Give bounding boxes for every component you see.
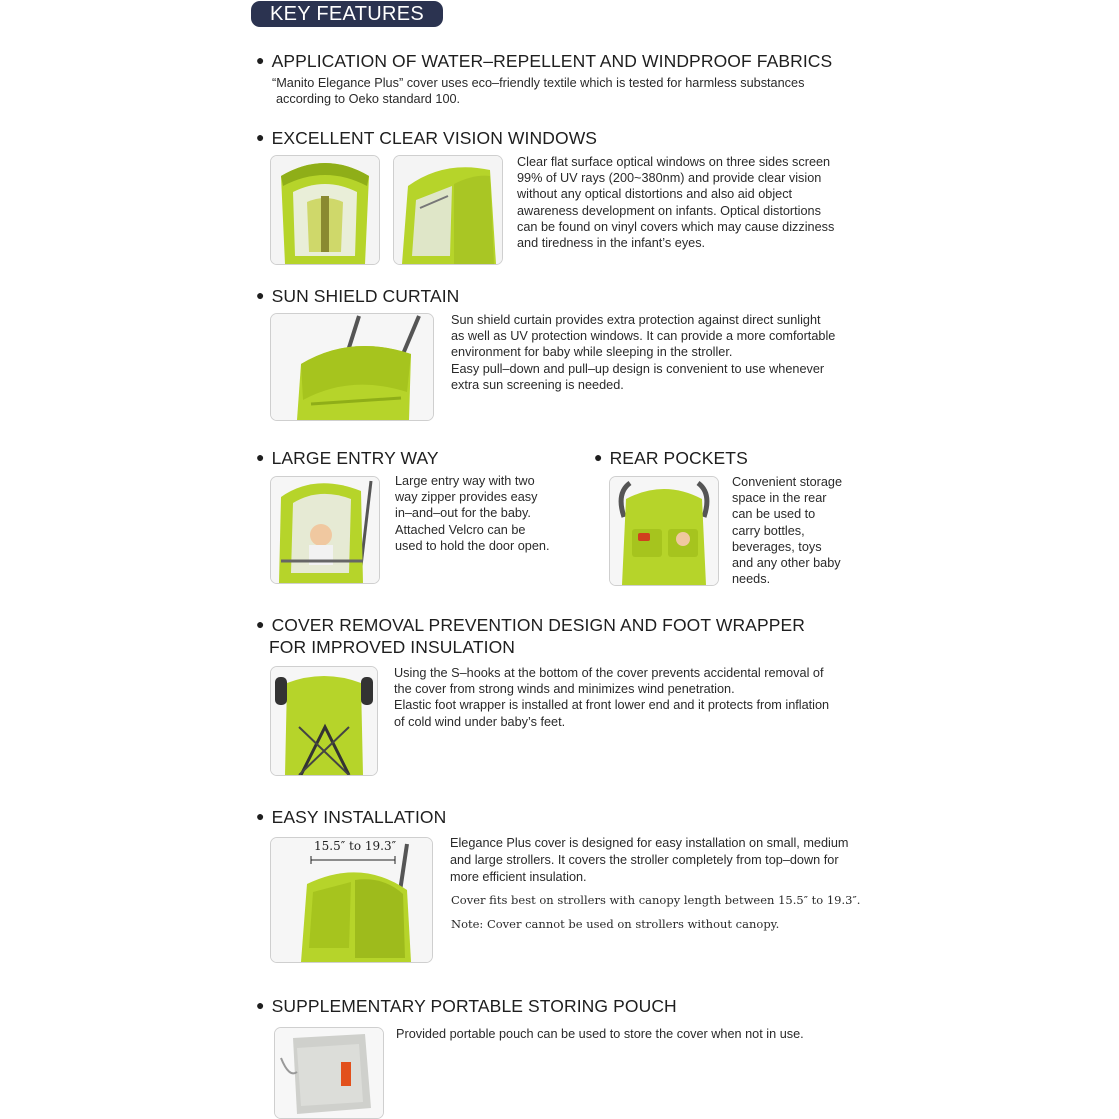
install-line-3: more efficient insulation. (450, 869, 587, 884)
pockets-line-1: Convenient storage (732, 475, 843, 489)
pouch-line: Provided portable pouch can be used to store the cover when not in use. (396, 1027, 804, 1041)
section-pockets-title: REAR POCKETS (609, 448, 748, 468)
section-entry-title: LARGE ENTRY WAY (271, 448, 439, 468)
entry-line-2: way zipper provides easy (395, 490, 538, 505)
pockets-line-7: needs. (732, 572, 771, 587)
sunshield-line-3: environment for baby while sleeping in the stroller. (451, 345, 733, 360)
entry-line-5: used to hold the door open. (395, 538, 550, 553)
section-pouch-text (396, 1026, 804, 1042)
fabrics-line-1: “Manito Elegance Plus” cover uses eco–friendly textile which is tested for harmless substances (272, 76, 805, 90)
section-install-heading (256, 807, 446, 828)
entry-line-1: Large entry way with two (395, 474, 535, 488)
windows-line-1: Clear flat surface optical windows on three sides screen (517, 155, 831, 169)
removal-line-1: Using the S–hooks at the bottom of the cover prevents accidental removal of (394, 666, 824, 680)
section-install-text (450, 835, 848, 885)
pockets-line-3: can be used to (732, 507, 816, 522)
windows-side-photo (393, 155, 503, 265)
sunshield-photo (270, 313, 434, 421)
removal-line-3: Elastic foot wrapper is installed at front lower end and it protects from inflation (394, 698, 830, 713)
bullet-dot-icon: ● (256, 52, 265, 68)
section-fabrics-title: APPLICATION OF WATER–REPELLENT AND WINDPROOF FABRICS (271, 51, 833, 71)
windows-line-3: without any optical distortions and also aid object (517, 187, 793, 202)
bullet-dot-icon: ● (256, 997, 265, 1013)
pouch-photo (274, 1027, 384, 1119)
fabrics-line-2: according to Oeko standard 100. (276, 92, 461, 107)
section-install-title: EASY INSTALLATION (271, 807, 447, 827)
install-measure-label (314, 839, 396, 853)
section-pockets-heading (594, 448, 748, 469)
section-windows-title: EXCELLENT CLEAR VISION WINDOWS (271, 128, 598, 148)
section-pockets-text (732, 474, 842, 587)
sunshield-line-1: Sun shield curtain provides extra protection against direct sunlight (451, 313, 821, 327)
section-windows-heading (256, 128, 597, 149)
pockets-line-2: space in the rear (732, 491, 827, 506)
section-entry-heading (256, 448, 439, 469)
windows-line-5: can be found on vinyl covers which may cause dizziness (517, 219, 835, 234)
section-pouch-title: SUPPLEMENTARY PORTABLE STORING POUCH (271, 996, 677, 1016)
section-removal-heading (256, 615, 805, 636)
windows-line-2: 99% of UV rays (200~380nm) and provide clear vision (517, 171, 822, 186)
entry-way-photo (270, 476, 380, 584)
install-measure-text: 15.5″ to 19.3″ (314, 839, 397, 853)
bullet-dot-icon: ● (256, 287, 265, 303)
sunshield-line-4: Easy pull–down and pull–up design is convenient to use whenever (451, 361, 825, 376)
section-removal-text (394, 665, 829, 730)
bullet-dot-icon: ● (256, 616, 265, 632)
bullet-dot-icon: ● (256, 449, 265, 465)
section-fabrics-text (272, 75, 804, 107)
entry-line-3: in–and–out for the baby. (395, 506, 531, 521)
removal-line-2: the cover from strong winds and minimizes wind penetration. (394, 682, 735, 697)
entry-line-4: Attached Velcro can be (395, 522, 526, 537)
windows-front-photo (270, 155, 380, 265)
section-sunshield-heading (256, 286, 459, 307)
section-pouch-heading (256, 996, 677, 1017)
cover-removal-photo (270, 666, 378, 776)
section-removal-title-2: FOR IMPROVED INSULATION (269, 637, 516, 657)
windows-line-4: awareness development on infants. Optical distortions (517, 203, 821, 218)
section-removal-title-1: COVER REMOVAL PREVENTION DESIGN AND FOOT WRAPPER (271, 615, 806, 635)
sunshield-line-5: extra sun screening is needed. (451, 377, 624, 392)
bullet-dot-icon: ● (256, 129, 265, 145)
pockets-line-6: and any other baby (732, 556, 841, 571)
windows-line-6: and tiredness in the infant’s eyes. (517, 236, 706, 251)
removal-line-4: of cold wind under baby’s feet. (394, 714, 566, 729)
bullet-dot-icon: ● (594, 449, 603, 465)
key-features-badge: KEY FEATURES (251, 1, 443, 27)
pockets-line-5: beverages, toys (732, 539, 822, 554)
installation-photo (270, 837, 433, 963)
install-note: Note: Cover cannot be used on strollers without canopy. (451, 917, 780, 931)
section-sunshield-title: SUN SHIELD CURTAIN (271, 286, 460, 306)
section-entry-text (395, 473, 550, 554)
section-removal-heading-2 (269, 637, 515, 658)
pockets-line-4: carry bottles, (732, 523, 805, 538)
section-sunshield-text (451, 312, 835, 393)
rear-pockets-photo (609, 476, 719, 586)
install-line-1: Elegance Plus cover is designed for easy installation on small, medium (450, 836, 849, 850)
section-windows-text (517, 154, 834, 251)
section-fabrics-heading (256, 51, 832, 72)
install-line-2: and large strollers. It covers the stroller completely from top–down for (450, 852, 839, 867)
sunshield-line-2: as well as UV protection windows. It can provide a more comfortable (451, 329, 836, 344)
install-fit-note: Cover fits best on strollers with canopy length between 15.5″ to 19.3″. (451, 893, 861, 907)
bullet-dot-icon: ● (256, 808, 265, 824)
